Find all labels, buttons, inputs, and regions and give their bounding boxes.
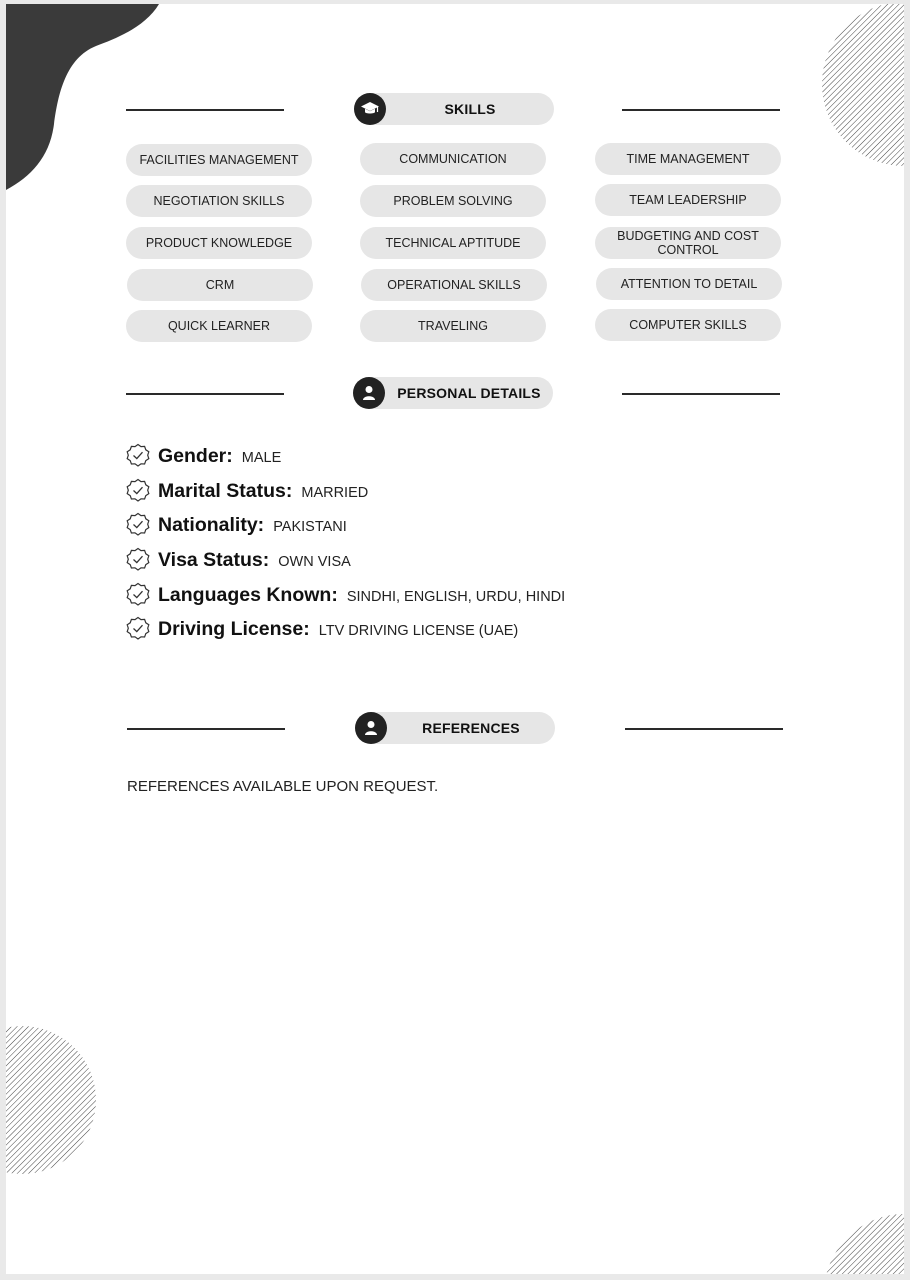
divider-line	[625, 728, 783, 730]
check-badge-icon	[125, 443, 151, 469]
skill-pill: ATTENTION TO DETAIL	[596, 268, 782, 300]
references-title-pill	[355, 712, 555, 744]
check-badge-icon	[125, 512, 151, 538]
detail-value: SINDHI, ENGLISH, URDU, HINDI	[346, 589, 566, 605]
skill-pill: TEAM LEADERSHIP	[595, 184, 781, 216]
references-section-header	[6, 712, 904, 746]
detail-value: PAKISTANI	[273, 519, 347, 535]
detail-row-visa-status	[125, 545, 351, 575]
hatched-circle-bottom-left	[6, 1026, 98, 1174]
skill-pill: COMMUNICATION	[360, 143, 546, 175]
detail-row-marital-status	[125, 476, 368, 506]
detail-key: Nationality:	[158, 513, 265, 536]
check-badge-icon	[125, 616, 151, 642]
check-badge-icon	[125, 582, 151, 608]
person-icon	[355, 712, 387, 744]
skill-pill: TIME MANAGEMENT	[595, 143, 781, 175]
skill-pill: PROBLEM SOLVING	[360, 185, 546, 217]
divider-line	[126, 393, 284, 395]
hatched-circle-bottom-right	[800, 1214, 904, 1274]
detail-value: MARRIED	[301, 485, 369, 501]
detail-key: Driving License:	[158, 617, 310, 640]
personal-details-section-header	[6, 377, 904, 411]
skills-title: SKILLS	[444, 101, 496, 117]
detail-key: Marital Status:	[158, 479, 293, 502]
skills-section-header	[6, 93, 904, 127]
skill-pill: BUDGETING AND COST CONTROL	[595, 227, 781, 259]
skill-pill: PRODUCT KNOWLEDGE	[126, 227, 312, 259]
check-badge-icon	[125, 478, 151, 504]
personal-details-title: PERSONAL DETAILS	[397, 385, 541, 401]
detail-row-driving-license	[125, 614, 518, 644]
divider-line	[126, 109, 284, 111]
resume-page	[6, 4, 904, 1274]
check-badge-icon	[125, 547, 151, 573]
detail-key: Languages Known:	[158, 583, 338, 606]
detail-row-gender	[125, 441, 281, 471]
divider-line	[622, 109, 780, 111]
skill-pill: FACILITIES MANAGEMENT	[126, 144, 312, 176]
detail-value: MALE	[241, 450, 282, 466]
skill-pill: OPERATIONAL SKILLS	[361, 269, 547, 301]
divider-line	[127, 728, 285, 730]
skill-pill: COMPUTER SKILLS	[595, 309, 781, 341]
detail-value: LTV DRIVING LICENSE (UAE)	[318, 623, 519, 639]
person-icon	[353, 377, 385, 409]
graduation-cap-icon	[354, 93, 386, 125]
hatched-circle-top-right	[814, 4, 904, 168]
detail-key: Visa Status:	[158, 548, 270, 571]
skill-pill: QUICK LEARNER	[126, 310, 312, 342]
skill-pill: NEGOTIATION SKILLS	[126, 185, 312, 217]
detail-key: Gender:	[158, 444, 233, 467]
skill-pill: TECHNICAL APTITUDE	[360, 227, 546, 259]
skill-pill: TRAVELING	[360, 310, 546, 342]
divider-line	[622, 393, 780, 395]
references-text: REFERENCES AVAILABLE UPON REQUEST.	[127, 778, 439, 795]
references-title: REFERENCES	[422, 720, 520, 736]
personal-details-title-pill	[353, 377, 553, 409]
detail-row-languages-known	[125, 580, 565, 610]
skill-pill: CRM	[127, 269, 313, 301]
detail-value: OWN VISA	[278, 554, 351, 570]
skills-title-pill	[354, 93, 554, 125]
detail-row-nationality	[125, 510, 347, 540]
